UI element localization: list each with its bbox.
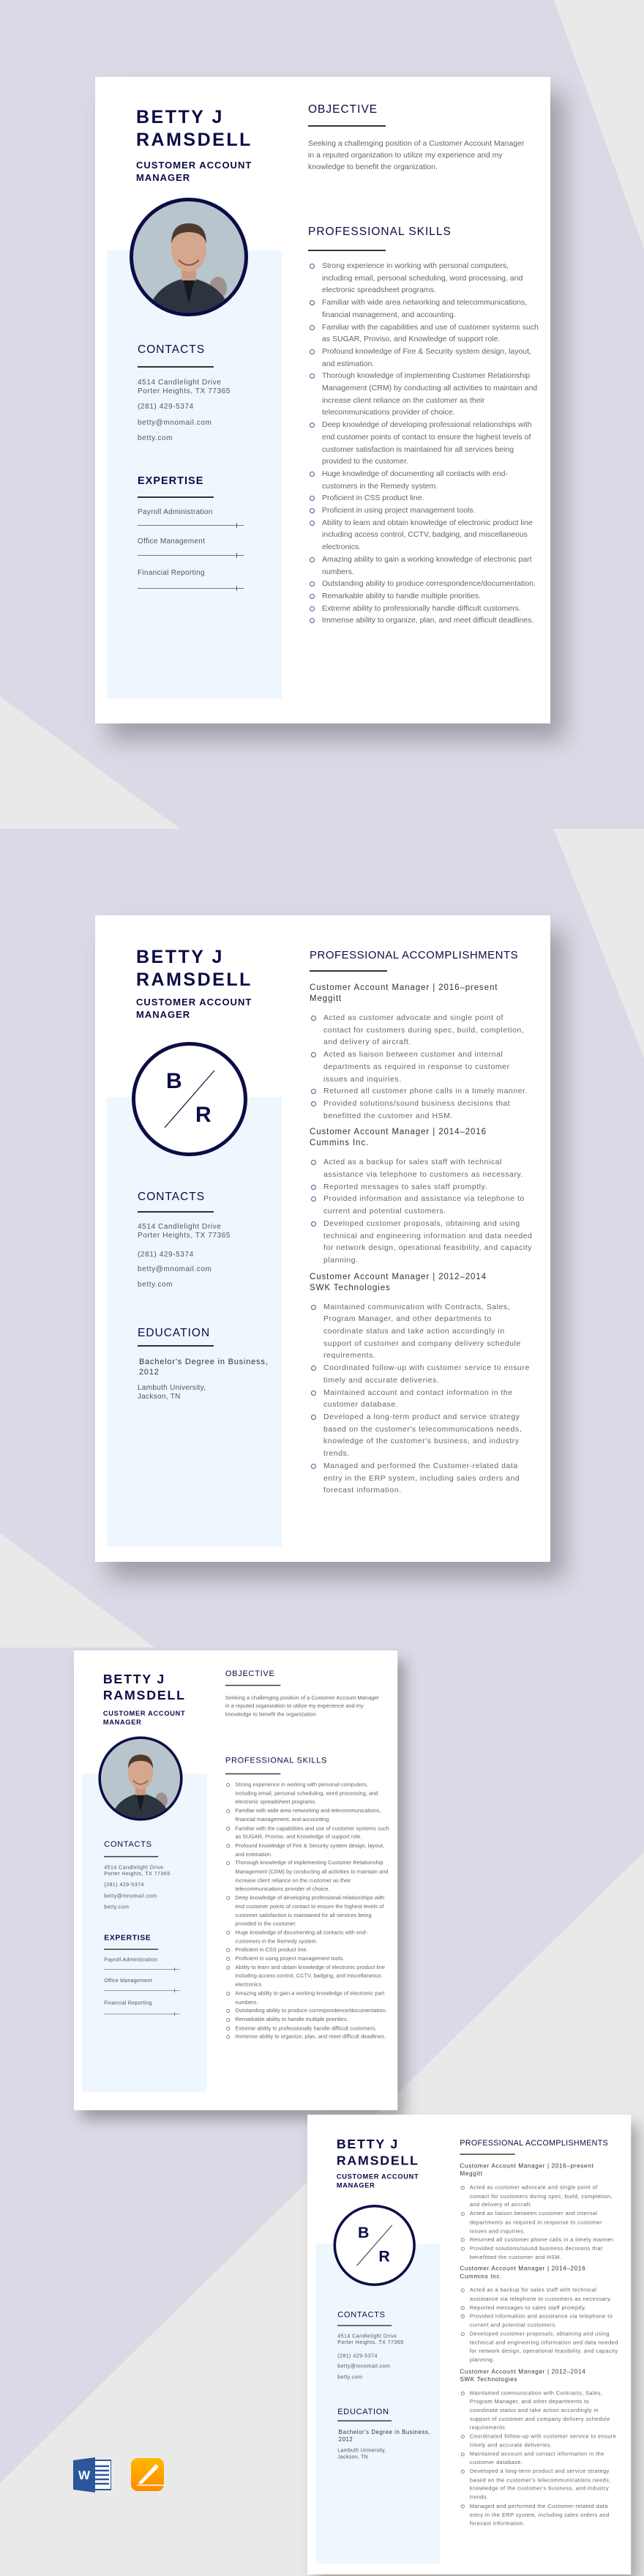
accomplishment-item: Acted as liaison between customer and internal departments as required in response to customer issues and inquiries.: [310, 1049, 533, 1085]
job-bullets: [460, 2389, 618, 2528]
accomplishment-item: Developed customer proposals, obtaining and using technical and engineering information and data needed for network design, operational feasibility, and capacity planning.: [310, 1218, 533, 1267]
preview-section-page-1: [0, 0, 644, 829]
skill-item: Extreme ability to professionally handle difficult customers.: [308, 603, 539, 615]
skill-item: Profound knowledge of Fire & Security system design, layout, and estimation.: [308, 346, 539, 370]
expertise-label: Office Management: [138, 537, 206, 546]
job-title: CUSTOMER ACCOUNT MANAGER: [136, 160, 252, 183]
school: Lambuth University, Jackson, TN: [138, 1384, 206, 1401]
contacts-heading: CONTACTS: [138, 343, 206, 356]
bullet-icon: [310, 521, 315, 526]
bullet-icon: [461, 2452, 465, 2456]
skill-item: Familiar with wide area networking and telecommunications, financial management, and accounting.: [308, 297, 539, 321]
resume-page-1: [95, 77, 550, 723]
expertise-heading: EXPERTISE: [104, 1933, 151, 1943]
accomplishment-item: Maintained account and contact information in the customer database.: [310, 1387, 533, 1411]
word-icon[interactable]: [73, 2457, 111, 2493]
bullet-icon: [461, 2391, 465, 2395]
skill-item: Extreme ability to professionally handle difficult customers.: [225, 2024, 389, 2033]
bullet-icon: [311, 1196, 316, 1202]
bullet-icon: [461, 2306, 465, 2309]
accomplishments-heading: PROFESSIONAL ACCOMPLISHMENTS: [310, 949, 519, 961]
profile-photo: [98, 1736, 182, 1820]
job-company: Meggitt: [310, 994, 342, 1003]
job-company: Meggitt: [460, 2170, 483, 2178]
accomplishment-item: Acted as customer advocate and single point of contact for customers during spec, build, completion, and delivery of aircraft.: [460, 2184, 618, 2210]
job-entry: [460, 2266, 618, 2364]
phone: (281) 429-5374: [337, 2353, 378, 2359]
expertise-bar: [104, 1990, 179, 1991]
skill-item: Thorough knowledge of implementing Customer Relationship Management (CRM) by conducting all activities to maintain and increase client reliance on the customer as their telecommunications provider of choice.: [308, 370, 539, 419]
bullet-icon: [310, 496, 315, 501]
name: BETTY J RAMSDELL: [102, 1672, 186, 1703]
accomplishment-item: Developed a long-term product and service strategy based on the customer's telecommunications needs, knowledge of the customer's business, and industry trends.: [310, 1411, 533, 1460]
skills-heading: PROFESSIONAL SKILLS: [308, 226, 452, 238]
bullet-icon: [311, 1391, 316, 1396]
bullet-icon: [461, 2504, 465, 2508]
expertise-bar: [104, 1969, 179, 1970]
bar-marker: [174, 1989, 175, 1992]
skill-item: Outstanding ability to produce correspondence/documentation.: [225, 2007, 389, 2016]
bullet-icon: [226, 1948, 230, 1952]
skill-item: Amazing ability to gain a working knowledge of electronic part numbers.: [308, 554, 539, 578]
bullet-icon: [310, 508, 315, 513]
skill-item: Ability to learn and obtain knowledge of electronic product line including access control, CCTV, badging, and miscellaneous electronics.: [308, 517, 539, 554]
job-bullets: [310, 1012, 533, 1122]
sidebar-background: [315, 2244, 440, 2564]
expertise-bar: [138, 588, 244, 589]
address: 4514 Candlelight Drive Porter Heights, TX 77365: [337, 2333, 404, 2345]
skill-item: Familiar with the capabilities and use of customer systems such as SUGAR, Proviso, and Knowledge of support role.: [308, 321, 539, 346]
bullet-icon: [461, 2470, 465, 2473]
skills-list: [225, 1781, 389, 2041]
job-title: CUSTOMER ACCOUNT MANAGER: [102, 1709, 186, 1727]
bullet-icon: [226, 1783, 230, 1787]
email-link[interactable]: betty@mnomail.com: [138, 419, 212, 427]
bullet-icon: [310, 422, 315, 428]
website-link[interactable]: betty.com: [104, 1904, 130, 1910]
skill-item: Outstanding ability to produce correspondence/documentation.: [308, 578, 539, 590]
jobs-list: [310, 983, 533, 1502]
divider: [104, 1856, 158, 1857]
expertise-label: Office Management: [104, 1978, 152, 1984]
job-role: Customer Account Manager | 2016–present: [310, 983, 498, 992]
bullet-icon: [310, 606, 315, 611]
bullet-icon: [461, 2186, 465, 2189]
accomplishment-item: Returned all customer phone calls in a timely manner.: [310, 1085, 533, 1098]
job-company: SWK Technologies: [460, 2376, 518, 2383]
divider: [337, 2420, 392, 2421]
expertise-bar: [138, 555, 244, 556]
job-company: Cummins Inc.: [310, 1139, 370, 1148]
accomplishment-item: Managed and performed the Customer-related data entry in the ERP system, including sales orders and forecast information.: [310, 1460, 533, 1497]
objective-text: Seeking a challenging position of a Customer Account Manager in a reputed organization to utilize my experience and my knowledge to benefit the organization.: [308, 139, 525, 171]
pages-icon[interactable]: [131, 2458, 164, 2491]
bullet-icon: [310, 557, 315, 562]
bullet-icon: [461, 2435, 465, 2438]
monogram-first-initial: B: [166, 1069, 182, 1093]
skill-item: Amazing ability to gain a working knowledge of electronic part numbers.: [225, 1989, 389, 2007]
divider: [138, 1211, 214, 1213]
bullet-icon: [310, 349, 315, 354]
bullet-icon: [461, 2238, 465, 2242]
job-company: SWK Technologies: [310, 1283, 391, 1292]
accomplishment-item: Coordinated follow-up with customer service to ensure timely and accurate deliveries.: [310, 1362, 533, 1386]
profile-photo: [130, 198, 248, 316]
accomplishment-item: Maintained account and contact information in the customer database.: [460, 2450, 618, 2468]
address: 4514 Candlelight Drive Porter Heights, TX 77365: [138, 1223, 231, 1240]
divider: [104, 1948, 158, 1949]
website-link[interactable]: betty.com: [138, 434, 173, 442]
expertise-label: Financial Reporting: [138, 569, 205, 577]
bullet-icon: [310, 325, 315, 330]
skill-item: Huge knowledge of documenting all contacts with end-customers in the Remedy system.: [225, 1929, 389, 1946]
bullet-icon: [310, 581, 315, 587]
address: 4514 Candlelight Drive Porter Heights, TX 77365: [104, 1864, 171, 1877]
accomplishment-item: Acted as customer advocate and single point of contact for customers during spec, build, completion, and delivery of aircraft.: [310, 1012, 533, 1049]
expertise-heading: EXPERTISE: [138, 475, 204, 487]
name: BETTY J RAMSDELL: [136, 947, 252, 990]
job-entry: [310, 983, 533, 1122]
accomplishment-item: Reported messages to sales staff promptly.: [460, 2304, 618, 2312]
divider: [225, 1685, 280, 1686]
job-role: Customer Account Manager | 2016–present: [460, 2163, 594, 2170]
accomplishments-heading: PROFESSIONAL ACCOMPLISHMENTS: [460, 2138, 609, 2148]
bullet-icon: [311, 1052, 316, 1057]
divider: [308, 250, 386, 251]
accomplishment-item: Reported messages to sales staff promptly.: [310, 1181, 533, 1194]
skill-item: Remarkable ability to handle multiple priorities.: [225, 2015, 389, 2024]
bar-marker: [174, 1968, 175, 1971]
name: BETTY J RAMSDELL: [336, 2137, 419, 2168]
expertise-label: Payroll Administration: [138, 508, 213, 516]
job-role: Customer Account Manager | 2014–2016: [460, 2266, 586, 2272]
bullet-icon: [310, 618, 315, 623]
bullet-icon: [310, 300, 315, 305]
accomplishment-item: Provided solutions/sound business decisions that benefitted the customer and HSM.: [310, 1098, 533, 1122]
bullet-icon: [226, 1844, 230, 1847]
accomplishment-item: Acted as a backup for sales staff with technical assistance via telephone to customers as necessary.: [460, 2286, 618, 2304]
contacts-heading: CONTACTS: [138, 1191, 206, 1203]
bullet-icon: [461, 2212, 465, 2216]
bullet-icon: [310, 594, 315, 599]
skill-item: Proficient in using project management tools.: [225, 1954, 389, 1963]
monogram-last-initial: R: [195, 1103, 211, 1127]
bullet-icon: [226, 2036, 230, 2039]
job-bullets: [460, 2184, 618, 2262]
skill-item: Familiar with wide area networking and telecommunications, financial management, and accounting.: [225, 1806, 389, 1824]
bullet-icon: [310, 264, 315, 269]
job-bullets: [310, 1301, 533, 1497]
education-heading: EDUCATION: [337, 2407, 389, 2416]
bullet-icon: [311, 1089, 316, 1094]
bullet-icon: [461, 2247, 465, 2251]
job-role: Customer Account Manager | 2012–2014: [310, 1272, 487, 1281]
expertise-label: Payroll Administration: [104, 1957, 158, 1963]
accomplishment-item: Provided information and assistance via telephone to current and potential customers.: [460, 2312, 618, 2330]
bar-marker: [236, 553, 237, 558]
bullet-icon: [226, 1896, 230, 1900]
skill-item: Deep knowledge of developing professional relationships with end customer points of contact to ensure the highest levels of customer satisfaction is maintained for all services being provided to the customer.: [225, 1894, 389, 1929]
contacts-heading: CONTACTS: [337, 2310, 386, 2320]
job-title: CUSTOMER ACCOUNT MANAGER: [336, 2172, 419, 2189]
job-title: CUSTOMER ACCOUNT MANAGER: [136, 997, 252, 1020]
skill-item: Thorough knowledge of implementing Customer Relationship Management (CRM) by conducting all activities to maintain and increase client reliance on the customer as their telecommunications provider of choice.: [225, 1859, 389, 1894]
skill-item: Ability to learn and obtain knowledge of electronic product line including access control, CCTV, badging, and miscellaneous electronics.: [225, 1963, 389, 1989]
objective-text: Seeking a challenging position of a Customer Account Manager in a reputed organization to utilize my experience and my knowledge to benefit the organization.: [225, 1694, 379, 1718]
phone: (281) 429-5374: [138, 1251, 194, 1259]
website-link[interactable]: betty.com: [337, 2374, 363, 2380]
accomplishment-item: Acted as a backup for sales staff with technical assistance via telephone to customers as necessary.: [310, 1156, 533, 1180]
monogram-first-initial: B: [357, 2224, 370, 2241]
sidebar-background: [107, 250, 282, 699]
monogram: [334, 2205, 416, 2286]
accomplishment-item: Developed a long-term product and service strategy based on the customer's telecommunications needs, knowledge of the customer's business, and industry trends.: [460, 2467, 618, 2502]
skill-item: Proficient in using project management tools.: [308, 505, 539, 517]
job-role: Customer Account Manager | 2012–2014: [460, 2368, 586, 2375]
name: BETTY J RAMSDELL: [136, 107, 252, 150]
bullet-icon: [311, 1016, 316, 1021]
skill-item: Strong experience in working with personal computers, including email, personal scheduling, word processing, and electronic spreadsheet programs.: [308, 260, 539, 297]
accomplishment-item: Managed and performed the Customer-related data entry in the ERP system, including sales orders and forecast information.: [460, 2502, 618, 2528]
thumbnail-page-2: [307, 2115, 631, 2575]
bullet-icon: [461, 2332, 465, 2336]
expertise-label: Financial Reporting: [104, 2000, 152, 2006]
objective-heading: OBJECTIVE: [308, 103, 378, 116]
skill-item: Proficient in CSS product line.: [308, 492, 539, 505]
accomplishment-item: Acted as liaison between customer and internal departments as required in response to customer issues and inquiries.: [460, 2209, 618, 2236]
job-role: Customer Account Manager | 2014–2016: [310, 1128, 487, 1137]
monogram: [132, 1042, 247, 1156]
bullet-icon: [311, 1160, 316, 1165]
bullet-icon: [226, 1809, 230, 1813]
skill-item: Familiar with the capabilities and use of customer systems such as SUGAR, Proviso, and Knowledge of support role.: [225, 1824, 389, 1842]
accomplishment-item: Provided solutions/sound business decisions that benefitted the customer and HSM.: [460, 2244, 618, 2262]
bullet-icon: [310, 373, 315, 379]
contacts-heading: CONTACTS: [104, 1839, 152, 1849]
degree: Bachelor's Degree in Business, 2012: [139, 1358, 269, 1377]
bullet-icon: [461, 2315, 465, 2318]
divider: [310, 970, 387, 972]
accomplishment-item: Provided information and assistance via telephone to current and potential customers.: [310, 1193, 533, 1217]
education-heading: EDUCATION: [138, 1327, 211, 1339]
email-link[interactable]: betty@mnomail.com: [104, 1894, 157, 1899]
accomplishment-item: Maintained communication with Contracts, Sales, Program Manager, and other departments to coordinate status and take action accordingly in support of customer and company delivery schedule requirements.: [310, 1301, 533, 1363]
bullet-icon: [310, 472, 315, 477]
bullet-icon: [461, 2289, 465, 2293]
phone: (281) 429-5374: [138, 403, 194, 411]
bar-marker: [236, 523, 237, 528]
skill-item: Remarkable ability to handle multiple priorities.: [308, 590, 539, 603]
bullet-icon: [226, 1931, 230, 1935]
monogram-slash-icon: [135, 1046, 244, 1153]
resume-page-2: [95, 915, 550, 1562]
divider: [138, 1345, 214, 1347]
resume-page-1: [74, 1650, 397, 2110]
bullet-icon: [311, 1305, 316, 1310]
bar-marker: [174, 2012, 175, 2016]
skill-item: Immense ability to organize, plan, and meet difficult deadlines.: [225, 2033, 389, 2041]
email-link[interactable]: betty@mnomail.com: [337, 2363, 391, 2370]
skills-list: [308, 260, 539, 627]
skill-item: Strong experience in working with personal computers, including email, personal scheduling, word processing, and electronic spreadsheet programs.: [225, 1781, 389, 1807]
bullet-icon: [226, 1992, 230, 1995]
address: 4514 Candlelight Drive Porter Heights, TX 77365: [138, 379, 231, 395]
resume-page-2: [307, 2115, 631, 2575]
bullet-icon: [226, 2018, 230, 2022]
monogram-slash-icon: [336, 2208, 413, 2284]
accomplishment-item: Developed customer proposals, obtaining and using technical and engineering information and data needed for network design, operational feasibility, and capacity planning.: [460, 2330, 618, 2365]
degree: Bachelor's Degree in Business, 2012: [338, 2429, 431, 2443]
bullet-icon: [226, 1827, 230, 1831]
job-company: Cummins Inc.: [460, 2274, 502, 2280]
bullet-icon: [226, 2009, 230, 2013]
job-bullets: [460, 2286, 618, 2364]
monogram-last-initial: R: [378, 2248, 390, 2266]
website-link[interactable]: betty.com: [138, 1281, 173, 1289]
bullet-icon: [311, 1185, 316, 1190]
divider: [308, 125, 386, 127]
phone: (281) 429-5374: [104, 1882, 144, 1888]
svg-text:W: W: [78, 2468, 91, 2482]
divider: [138, 366, 214, 368]
bullet-icon: [311, 1464, 316, 1469]
skill-item: Profound knowledge of Fire & Security system design, layout, and estimation.: [225, 1842, 389, 1859]
jobs-list: [460, 2162, 618, 2531]
job-entry: [310, 1272, 533, 1497]
thumbnail-page-1: [74, 1650, 397, 2110]
bullet-icon: [311, 1221, 316, 1226]
divider: [225, 1773, 280, 1774]
school: Lambuth University, Jackson, TN: [337, 2448, 386, 2460]
bullet-icon: [226, 1861, 230, 1865]
skill-item: Immense ability to organize, plan, and meet difficult deadlines.: [308, 614, 539, 627]
bar-marker: [236, 586, 237, 591]
skill-item: Deep knowledge of developing professional relationships with end customer points of contact to ensure the highest levels of customer satisfaction is maintained for all services being provided to the customer.: [308, 419, 539, 468]
bullet-icon: [311, 1415, 316, 1420]
skill-item: Huge knowledge of documenting all contacts with end-customers in the Remedy system.: [308, 468, 539, 492]
preview-section-page-2: [0, 829, 644, 1648]
accomplishment-item: Maintained communication with Contracts, Sales, Program Manager, and other departments to coordinate status and take action accordingly in support of customer and company delivery schedule requirements.: [460, 2389, 618, 2432]
job-entry: [460, 2162, 618, 2261]
objective-heading: OBJECTIVE: [225, 1669, 275, 1678]
expertise-bar: [138, 525, 244, 526]
bullet-icon: [226, 2027, 230, 2030]
skill-item: Proficient in CSS product line.: [225, 1946, 389, 1954]
accomplishment-item: Returned all customer phone calls in a timely manner.: [460, 2236, 618, 2244]
preview-section-overview: [0, 1648, 644, 2576]
bullet-icon: [311, 1101, 316, 1106]
divider: [337, 2325, 392, 2326]
bullet-icon: [311, 1366, 316, 1371]
accomplishment-item: Coordinated follow-up with customer service to ensure timely and accurate deliveries.: [460, 2432, 618, 2450]
skills-heading: PROFESSIONAL SKILLS: [225, 1756, 328, 1765]
sidebar-background: [107, 1097, 282, 1546]
job-entry: [310, 1127, 533, 1266]
bullet-icon: [226, 1957, 230, 1961]
divider: [138, 496, 214, 498]
job-entry: [460, 2368, 618, 2528]
job-bullets: [310, 1156, 533, 1266]
email-link[interactable]: betty@mnomail.com: [138, 1265, 212, 1273]
bullet-icon: [226, 1966, 230, 1970]
